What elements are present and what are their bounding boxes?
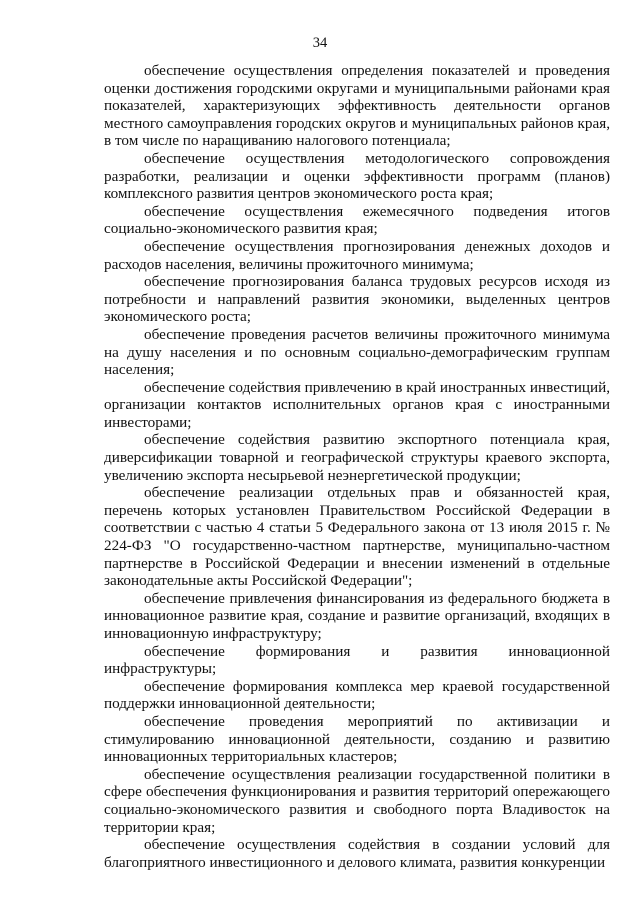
paragraph: обеспечение осуществления содействия в создании условий для благоприятного инвестиционного и делового климата, развития конкуренции (104, 836, 610, 871)
page-number: 34 (312, 35, 328, 51)
paragraph: обеспечение реализации отдельных прав и обязанностей края, перечень которых установлен Правительством Российской Федерации в соответствии с частью 4 статьи 5 Федерального закона от 13 июля 2015 г. № 224-ФЗ "О государственно-частном партнерстве, муниципально-частном партнерстве в Российской Федерации и внесении изменений в отдельные законодательные акты Российской Федерации"; (104, 484, 610, 590)
paragraph: обеспечение осуществления методологического сопровождения разработки, реализации и оценки эффективности программ (планов) комплексного развития центров экономического роста края; (104, 149, 610, 203)
paragraph: обеспечение прогнозирования баланса трудовых ресурсов исходя из потребности и направлений развития экономики, выделенных центров экономического роста; (104, 273, 610, 326)
document-body (104, 62, 610, 871)
paragraph: обеспечение осуществления определения показателей и проведения оценки достижения городскими округами и муниципальными районами края показателей, характеризующих эффективность деятельности органов местного самоуправления городских округов и муниципальных районов края, в том числе по наращиванию налогового потенциала; (104, 62, 610, 150)
paragraph: обеспечение осуществления ежемесячного подведения итогов социально-экономического развития края; (104, 202, 610, 238)
paragraph: обеспечение содействия привлечению в край иностранных инвестиций, организации контактов исполнительных органов края с иностранными инвесторами; (104, 378, 610, 431)
paragraph: обеспечение привлечения финансирования из федерального бюджета в инновационное развитие края, создание и развитие организаций, входящих в инновационную инфраструктуру; (104, 589, 610, 642)
paragraph: обеспечение содействия развитию экспортного потенциала края, диверсификации товарной и географической структуры краевого экспорта, увеличению экспорта несырьевой неэнергетической продукции; (104, 431, 610, 484)
paragraph: обеспечение формирования и развития инновационной инфраструктуры; (104, 642, 610, 678)
paragraph: обеспечение осуществления реализации государственной политики в сфере обеспечения функционирования и развития территорий опережающего социально-экономического развития и свободного порта Владивосток на территории края; (104, 765, 610, 836)
paragraph: обеспечение проведения расчетов величины прожиточного минимума на душу населения и по основным социально-демографическим группам населения; (104, 325, 610, 379)
paragraph: обеспечение осуществления прогнозирования денежных доходов и расходов населения, величины прожиточного минимума; (104, 237, 610, 273)
paragraph: обеспечение формирования комплекса мер краевой государственной поддержки инновационной деятельности; (104, 677, 610, 713)
paragraph: обеспечение проведения мероприятий по активизации и стимулированию инновационной деятельности, созданию и развитию инновационных территориальных кластеров; (104, 712, 610, 766)
